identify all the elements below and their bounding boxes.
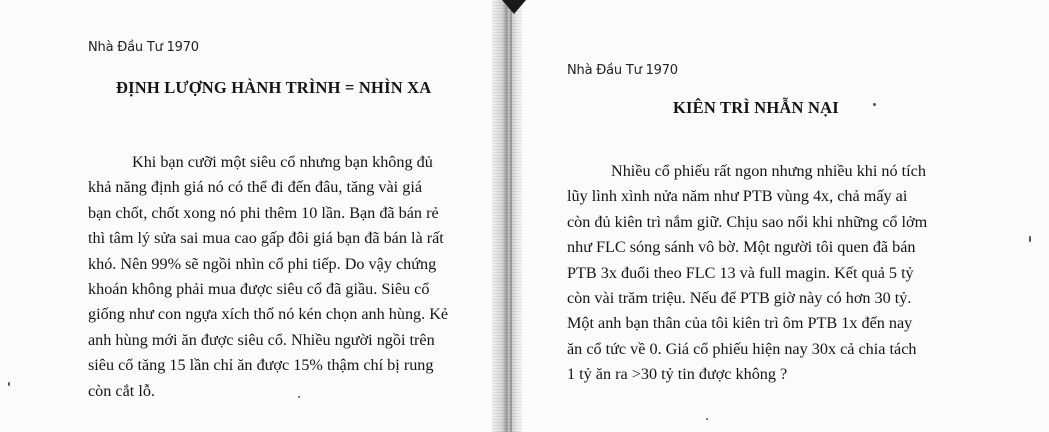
body-line: Nhiều cổ phiếu rất ngon nhưng nhiều khi nó tích (611, 162, 926, 180)
body-line: như FLC sóng sánh vô bờ. Một người tôi quen đã bán (567, 238, 916, 257)
scan-speck (8, 382, 10, 386)
body-line: còn đủ kiên trì nắm giữ. Chịu sao nổi khi những cổ lởm (567, 212, 928, 231)
body-line: ăn cổ tức về 0. Giá cổ phiếu hiện nay 30x cả chia tách (567, 339, 917, 358)
body-line: bạn chốt, chốt xong nó phi thêm 10 lần. Bạn đã bán rẻ (88, 203, 439, 222)
scan-speck (1029, 236, 1031, 242)
body-line: khả năng định giá nó có thể đi đến đâu, tăng vài giá (88, 178, 423, 197)
body-line: PTB 3x đuổi theo FLC 13 và full magin. Kết quả 5 tỷ (567, 263, 914, 282)
left-page-body (88, 150, 470, 404)
body-line: thì tâm lý sửa sai mua cao gấp đôi giá bạn đã bán là rất (88, 229, 444, 248)
body-line: 1 tỷ ăn ra >30 tỷ tin được không ? (567, 365, 788, 384)
right-page-title: KIÊN TRÌ NHẪN NẠI (673, 98, 839, 117)
body-line: còn cắt lỗ. (88, 381, 155, 400)
body-line: khó. Nên 99% sẽ ngồi nhìn cổ phi tiếp. Do vậy chứng (88, 254, 437, 273)
body-line: khoán không phải mua được siêu cổ đã giầu. Siêu cổ (88, 280, 430, 299)
scan-speck (873, 103, 876, 106)
left-page-title: ĐỊNH LƯỢNG HÀNH TRÌNH = NHÌN XA (116, 78, 432, 97)
scan-speck (298, 396, 300, 398)
right-page-body (567, 159, 979, 388)
right-page-header: Nhà Đầu Tư 1970 (567, 63, 678, 78)
body-line: anh hùng mới ăn được siêu cổ. Nhiều người ngồi trên (88, 330, 435, 349)
left-page (0, 0, 498, 432)
body-line: Khi bạn cưỡi một siêu cổ nhưng bạn không đủ (132, 153, 433, 171)
body-line: Một anh bạn thân của tôi kiên trì ôm PTB 1x đến nay (567, 314, 913, 333)
body-line: giống như con ngựa xích thố nó kén chọn anh hùng. Kẻ (88, 305, 449, 324)
scan-speck (706, 418, 708, 420)
book-gutter (492, 0, 522, 432)
right-page (520, 0, 1049, 432)
left-page-header: Nhà Đầu Tư 1970 (88, 40, 199, 55)
body-line: siêu cổ tăng 15 lần chỉ ăn được 15% thậm chí bị rung (88, 356, 434, 375)
gutter-fold-line (510, 0, 512, 432)
body-line: lũy lình xình nửa năm như PTB vùng 4x, chả mấy ai (567, 187, 908, 206)
body-line: còn vài trăm triệu. Nếu để PTB giờ này có hơn 30 tỷ. (567, 289, 912, 308)
